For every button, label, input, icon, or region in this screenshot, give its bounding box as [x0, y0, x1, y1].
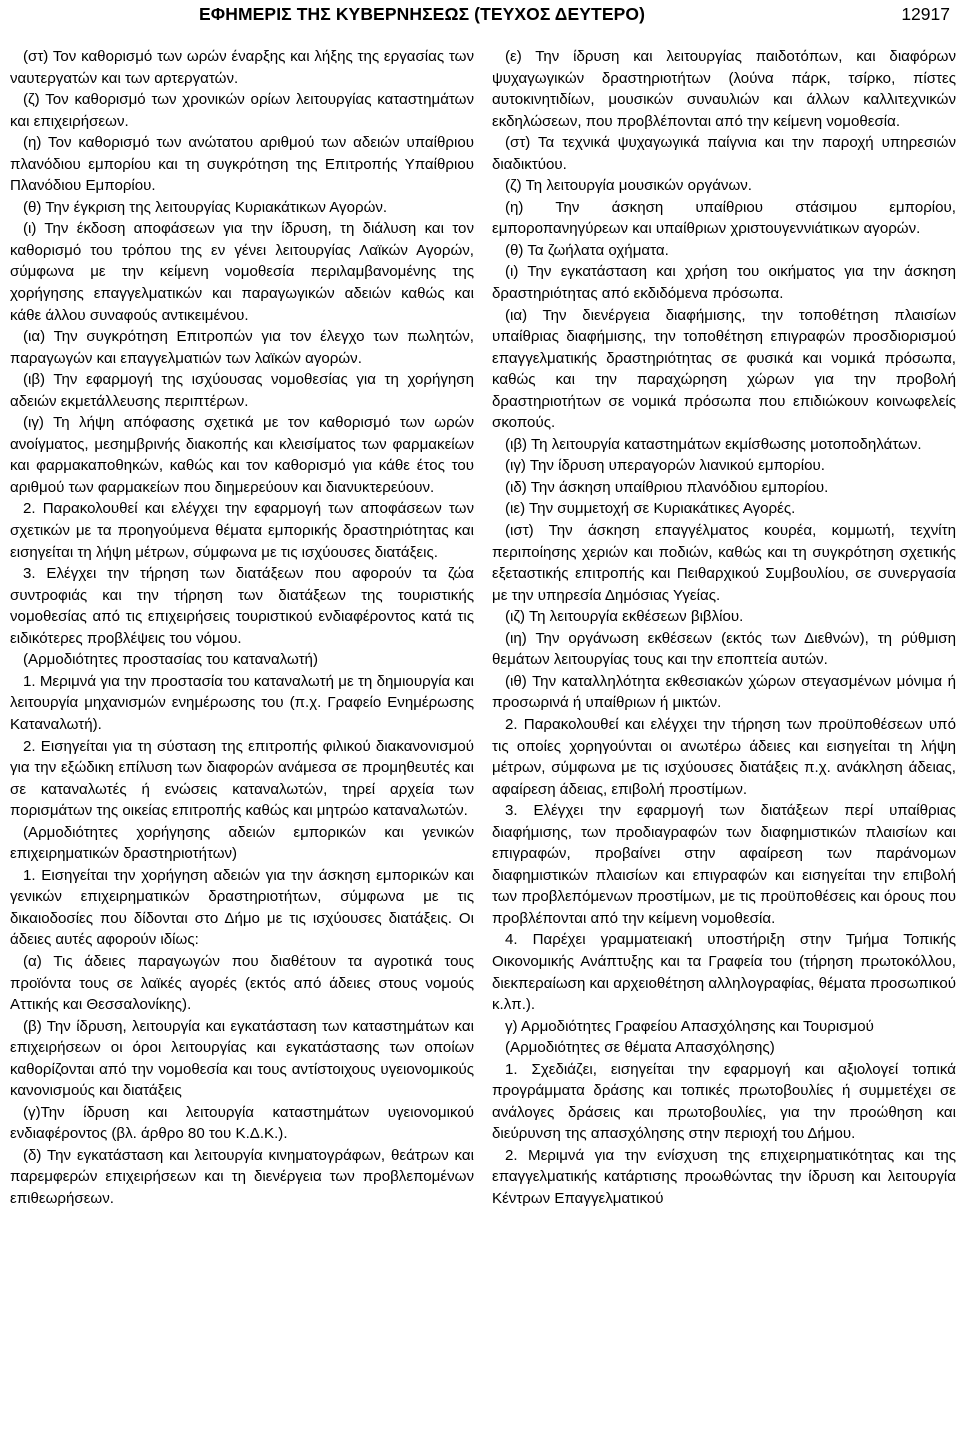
paragraph: 2. Παρακολουθεί και ελέγχει την εφαρμογή των αποφάσεων των σχετικών με τα προηγούμενα θέματα εμπορικής δραστηριότητας και εισηγείται τη λήψη μέτρων, σύμφωνα με τις ισχύουσες διατάξεις.: [10, 500, 474, 561]
paragraph: (ια) Την συγκρότηση Επιτροπών για τον έλεγχο των πωλητών, παραγωγών και επαγγελματιών των λαϊκών αγορών.: [10, 328, 474, 367]
page-header: [0, 0, 960, 34]
paragraph: (ιγ) Τη λήψη απόφασης σχετικά με τον καθορισμό των ωρών ανοίγματος, μεσημβρινής διακοπής και κλεισίματος των φαρμακείων και φαρμακαποθηκών, καθώς και τον καθορισμό για κάθε έτος του αριθμού των φαρμακείων που διημερεύουν και διανυκτερεύουν.: [10, 414, 474, 496]
paragraph: (ιζ) Τη λειτουργία εκθέσεων βιβλίου.: [505, 608, 744, 626]
paragraph: (ιβ) Την εφαρμογή της ισχύουσας νομοθεσίας για τη χορήγηση αδειών εκμετάλλευσης περιπτέρων.: [10, 371, 474, 410]
paragraph: (στ) Τον καθορισμό των ωρών έναρξης και λήξης της εργασίας των ναυτεργατών και των αρτεργατών.: [10, 48, 474, 87]
paragraph: 2. Παρακολουθεί και ελέγχει την τήρηση των προϋποθέσεων υπό τις οποίες χορηγούνται οι ανωτέρω άδειες και εισηγείται τη λήψη μέτρων, σύμφωνα με τις ισχύουσες διατάξεις π.χ. ανάκληση άδειας, αφαίρεση άδειας, επιβολή προστίμων.: [492, 715, 956, 798]
paragraph: (ζ) Τον καθορισμό των χρονικών ορίων λειτουργίας καταστημάτων και επιχειρήσεων.: [10, 91, 474, 130]
paragraph: (ιθ) Την καταλληλότητα εκθεσιακών χώρων στεγασμένων μόνιμα ή προσωρινά ή υπαίθριων ή μικτών.: [492, 672, 956, 712]
left-column: [10, 46, 474, 1210]
paragraph: 3. Ελέγχει την εφαρμογή των διατάξεων περί υπαίθριας διαφήμισης, των προδιαγραφών των διαφημιστικών πλαισίων και επιγραφών, προβαίνει στην αφαίρεση των παράνομων διαφημιστικών πλαισίων και επιγραφών και εισηγείται την επιβολή των προβλεπόμενων προστίμων, με τις προϋποθέσεις και όρους που προβλέπονται από την κείμενη νομοθεσία.: [492, 802, 956, 927]
paragraph: (ιε) Την συμμετοχή σε Κυριακάτικες Αγορές.: [505, 500, 796, 518]
page-number: 12917: [901, 4, 950, 24]
paragraph: (ιη) Την οργάνωση εκθέσεων (εκτός των Διεθνών), τη ρύθμιση θεμάτων λειτουργίας τους και την εποπτεία αυτών.: [492, 629, 956, 669]
right-column: [492, 46, 956, 1210]
paragraph: (δ) Την εγκατάσταση και λειτουργία κινηματογράφων, θεάτρων και παρεμφερών επιχειρήσεων και τη διενέργεια των προβλεπομένων επιθεωρήσεων.: [10, 1146, 474, 1207]
section-heading: (Αρμοδιότητες σε θέματα Απασχόλησης): [505, 1039, 775, 1057]
paragraph: (α) Τις άδειες παραγωγών που διαθέτουν τα αγροτικά τους προϊόντα τους σε λαϊκές αγορές (εκτός από άδειες στους νομούς Αττικής και Θεσσαλονίκης).: [10, 952, 474, 1014]
paragraph: 2. Μεριμνά για την ενίσχυση της επιχειρηματικότητας και της επαγγελματικής κατάρτισης προωθώντας την ίδρυση και λειτουργία Κέντρων Επαγγελματικού: [492, 1146, 956, 1207]
paragraph: (θ) Τα ζωήλατα οχήματα.: [505, 241, 669, 259]
paragraph: (ιδ) Την άσκηση υπαίθριου πλανόδιου εμπορίου.: [505, 478, 829, 496]
paragraph: (γ)Την ίδρυση και λειτουργία καταστημάτων υγειονομικού ενδιαφέροντος (βλ. άρθρο 80 του Κ.Δ.Κ.).: [10, 1103, 474, 1143]
paragraph: (β) Την ίδρυση, λειτουργία και εγκατάσταση των καταστημάτων και επιχειρήσεων οι όροι λειτουργίας και εγκατάστασης των οποίων καθορίζονται από την νομοθεσία και τους αντίστοιχους υγειονομικούς κανονισμούς και διατάξεις: [10, 1017, 474, 1100]
paragraph: 1. Μεριμνά για την προστασία του καταναλωτή με τη δημιουργία και λειτουργία μηχανισμών ενημέρωσης του (π.χ. Γραφείο Ενημέρωσης Καταναλωτή).: [10, 672, 474, 733]
section-heading: (Αρμοδιότητες χορήγησης αδειών εμπορικών και γενικών επιχειρηματικών δραστηριοτήτων): [10, 823, 474, 863]
section-heading: (Αρμοδιότητες προστασίας του καταναλωτή): [23, 651, 318, 669]
paragraph: 3. Ελέγχει την τήρηση των διατάξεων που αφορούν τα ζώα συντροφιάς και την τήρηση των διατάξεων της τουριστικής νομοθεσίας από τις επιχειρήσεις τουριστικού ενδιαφέροντος κατά τις ειδικότερες προβλέψεις του νόμου.: [10, 565, 474, 647]
paragraph: 1. Σχεδιάζει, εισηγείται την εφαρμογή και αξιολογεί τοπικά προγράμματα δράσης και τοπικές πρωτοβουλίες ή συμμετέχει σε ανάλογες δράσεις και πρωτοβουλίες, για την προώθηση και διεύρυνση της απασχόλησης στην περιοχή του Δήμου.: [492, 1060, 956, 1143]
paragraph: (ιγ) Την ίδρυση υπεραγορών λιανικού εμπορίου.: [505, 457, 825, 475]
paragraph: (ζ) Τη λειτουργία μουσικών οργάνων.: [505, 177, 752, 195]
section-heading: γ) Αρμοδιότητες Γραφείου Απασχόλησης και Τουρισμού: [505, 1017, 874, 1035]
paragraph: (ι) Την εγκατάσταση και χρήση του οικήματος για την άσκηση δραστηριότητας από εκδιδόμενα πρόσωπα.: [492, 263, 956, 303]
gazette-title: ΕΦΗΜΕΡΙΣ ΤΗΣ ΚΥΒΕΡΝΗΣΕΩΣ (ΤΕΥΧΟΣ ΔΕΥΤΕΡΟ): [199, 4, 646, 24]
paragraph: 1. Εισηγείται την χορήγηση αδειών για την άσκηση εμπορικών και γενικών επιχειρηματικών δραστηριοτήτων, σύμφωνα με τις δικαιοδοσίες που δίδονται στο Δήμο με τις ισχύουσες διατάξεις. Οι άδειες αυτές αφορούν ιδίως:: [10, 866, 474, 949]
paragraph: (ιβ) Τη λειτουργία καταστημάτων εκμίσθωσης μοτοποδηλάτων.: [505, 435, 922, 453]
paragraph: (ε) Την ίδρυση και λειτουργίας παιδοτόπων, και διαφόρων ψυχαγωγικών δραστηριοτήτων (λούνα πάρκ, τσίρκο, πίστες αυτοκινητιδίων, μουσικών συναυλιών και άλλων καλλιτεχνικών εκδηλώσεων, που προβλέπονται από την κείμενη νομοθεσία.: [492, 48, 956, 130]
paragraph: (η) Την άσκηση υπαίθριου στάσιμου εμπορίου, εμποροπανηγύρεων και υπαίθριων χριστουγεννιάτικων αγορών.: [492, 198, 956, 238]
paragraph: 2. Εισηγείται για τη σύσταση της επιτροπής φιλικού διακανονισμού για την εξώδικη επίλυση των διαφορών ανάμεσα σε προμηθευτές και σε καταναλωτές ή ενώσεις καταναλωτών, τηρεί αρχεία των πορισμάτων της οικείας επιτροπής καθώς και μητρώο καταναλωτών.: [10, 737, 474, 820]
paragraph: (ι) Την έκδοση αποφάσεων για την ίδρυση, τη διάλυση και τον καθορισμό του τρόπου της εν γένει λειτουργίας Λαϊκών Αγορών, σύμφωνα με την κείμενη νομοθεσία περιλαμβανομένης της χορήγησης επαγγελματικών και παραγωγικών αδειών καθώς και κάθε άλλου συναφούς αντικειμένου.: [10, 220, 474, 324]
paragraph: (ια) Την διενέργεια διαφήμισης, την τοποθέτηση πλαισίων υπαίθριας διαφήμισης, την τοποθέτηση επιγραφών προσδιορισμού επαγγελματικής δραστηριότητας σε φυσικά και νομικά πρόσωπα, καθώς και την παραχώρηση χώρων για την προβολή δραστηριοτήτων σε νομικά πρόσωπα που επιδιώκουν κοινωφελείς σκοπούς.: [492, 306, 956, 432]
paragraph: (ιστ) Την άσκηση επαγγέλματος κουρέα, κομμωτή, τεχνίτη περιποίησης χεριών και ποδιών, καθώς και τη συγκρότηση σχετικής εξεταστικής επιτροπής και Πειθαρχικού Συμβουλίου, σε συνεργασία με την υπηρεσία Δημόσιας Υγείας.: [492, 522, 956, 604]
paragraph: (στ) Τα τεχνικά ψυχαγωγικά παίγνια και την παροχή υπηρεσιών διαδικτύου.: [492, 134, 956, 173]
paragraph: (θ) Την έγκριση της λειτουργίας Κυριακάτικων Αγορών.: [23, 198, 388, 216]
paragraph: 4. Παρέχει γραμματειακή υποστήριξη στην Τμήμα Τοπικής Οικονομικής Ανάπτυξης και τα Γραφεία του (τήρηση πρωτοκόλλου, διεκπεραίωση και αρχειοθέτηση αλληλογραφίας, θέματα προσωπικού κ.λπ.).: [492, 931, 956, 1014]
paragraph: (η) Τον καθορισμό των ανώτατου αριθμού των αδειών υπαίθριου πλανόδιου εμπορίου και τη συγκρότηση της Επιτροπής Υπαίθριου Πλανόδιου Εμπορίου.: [10, 134, 474, 195]
